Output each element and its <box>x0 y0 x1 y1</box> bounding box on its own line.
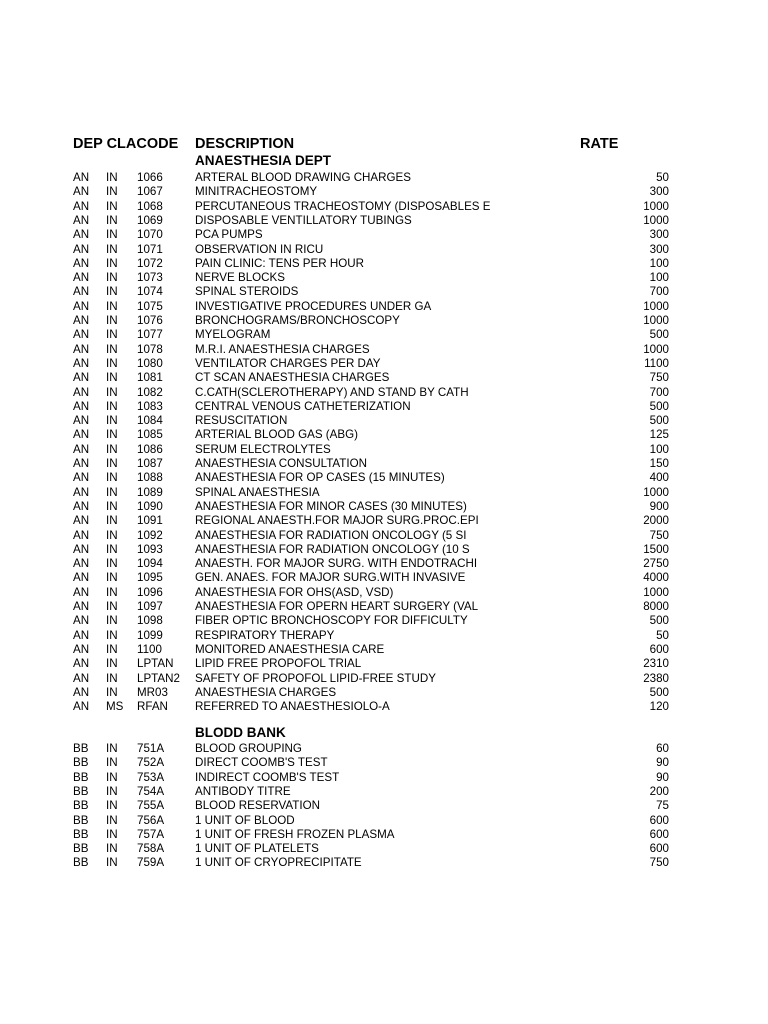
table-row <box>0 614 768 628</box>
rate-cell: 1000 <box>643 199 669 213</box>
code-cell: 1068 <box>137 199 163 213</box>
code-cell: 1095 <box>137 571 163 585</box>
table-row <box>0 257 768 271</box>
description-cell: BRONCHOGRAMS/BRONCHOSCOPY <box>195 314 400 327</box>
table-row <box>0 657 768 671</box>
description-cell: RESUSCITATION <box>195 414 288 428</box>
rate-cell: 700 <box>649 285 669 299</box>
class-cell: IN <box>106 242 118 256</box>
table-row <box>0 672 768 686</box>
class-cell: IN <box>106 171 118 184</box>
rate-cell: 90 <box>656 756 669 770</box>
class-cell: IN <box>106 514 118 528</box>
dep-cell: AN <box>73 356 90 370</box>
table-row <box>0 243 768 257</box>
table-row <box>0 386 768 400</box>
rate-cell: 4000 <box>643 571 669 585</box>
rate-cell: 50 <box>656 628 669 642</box>
dep-cell: AN <box>73 428 90 442</box>
rate-cell: 2310 <box>643 657 669 671</box>
class-cell: IN <box>106 742 118 755</box>
code-cell: 1094 <box>137 557 163 571</box>
code-cell: 1074 <box>137 285 163 299</box>
dep-cell: AN <box>73 685 90 699</box>
rate-cell: 500 <box>649 399 669 413</box>
description-cell: SERUM ELECTROLYTES <box>195 442 331 456</box>
description-cell: OBSERVATION IN RICU <box>195 242 324 256</box>
rate-cell: 400 <box>649 471 669 485</box>
code-cell: 1087 <box>137 457 163 470</box>
code-cell: 1071 <box>137 242 163 256</box>
rate-cell: 100 <box>649 271 669 285</box>
table-row <box>0 200 768 214</box>
description-cell: C.CATH(SCLEROTHERAPY) AND STAND BY CATH <box>195 385 469 399</box>
description-cell: BLOOD RESERVATION <box>195 799 320 813</box>
code-cell: 1100 <box>137 642 162 656</box>
table-row <box>0 457 768 471</box>
table-row <box>0 571 768 585</box>
rate-cell: 600 <box>649 813 669 827</box>
rate-cell: 300 <box>649 185 669 199</box>
code-cell: 1091 <box>137 514 163 528</box>
class-cell: IN <box>106 414 118 428</box>
dep-cell: AN <box>73 514 90 528</box>
table-row <box>0 414 768 428</box>
rate-cell: 150 <box>649 457 669 470</box>
code-cell: 754A <box>137 784 165 798</box>
table-row <box>0 557 768 571</box>
table-row <box>0 443 768 457</box>
code-cell: 1082 <box>137 385 163 399</box>
column-header-dep-cla-code: DEP CLACODE <box>73 136 179 152</box>
description-cell: ARTERAL BLOOD DRAWING CHARGES <box>195 171 412 184</box>
dep-cell: AN <box>73 671 90 685</box>
code-cell: 1078 <box>137 342 163 356</box>
class-cell: IN <box>106 356 118 370</box>
code-cell: 1070 <box>137 228 163 242</box>
dep-cell: AN <box>73 528 90 542</box>
description-cell: ANAESTHESIA CONSULTATION <box>195 457 368 470</box>
class-cell: IN <box>106 271 118 285</box>
table-row <box>0 300 768 314</box>
code-cell: 1092 <box>137 528 163 542</box>
class-cell: IN <box>106 314 118 327</box>
dep-cell: AN <box>73 557 90 571</box>
code-cell: 1093 <box>137 542 163 556</box>
code-cell: 756A <box>137 813 165 827</box>
class-cell: IN <box>106 228 118 242</box>
code-cell: 1069 <box>137 213 163 227</box>
class-cell: IN <box>106 485 118 499</box>
class-cell: IN <box>106 399 118 413</box>
table-row <box>0 785 768 799</box>
class-cell: IN <box>106 600 118 613</box>
rate-cell: 90 <box>656 770 669 784</box>
rate-cell: 50 <box>656 171 669 184</box>
code-cell: 1096 <box>137 585 163 599</box>
column-header-rate: RATE <box>580 136 619 152</box>
dep-cell: BB <box>73 856 89 870</box>
description-cell: ANAESTHESIA FOR MINOR CASES (30 MINUTES) <box>195 499 467 513</box>
description-cell: MONITORED ANAESTHESIA CARE <box>195 642 385 656</box>
class-cell: IN <box>106 285 118 299</box>
class-cell: IN <box>106 499 118 513</box>
description-cell: REFERRED TO ANAESTHESIOLO-A <box>195 700 390 714</box>
dep-cell: AN <box>73 342 90 356</box>
code-cell: 1088 <box>137 471 163 485</box>
rate-cell: 60 <box>656 742 669 755</box>
dep-cell: AN <box>73 457 90 470</box>
description-cell: PAIN CLINIC: TENS PER HOUR <box>195 256 364 270</box>
table-row <box>0 328 768 342</box>
class-cell: IN <box>106 585 118 599</box>
section-title: BLODD BANK <box>195 725 286 740</box>
rate-cell: 750 <box>649 528 669 542</box>
class-cell: IN <box>106 342 118 356</box>
dep-cell: AN <box>73 328 90 342</box>
dep-cell: AN <box>73 271 90 285</box>
table-row <box>0 271 768 285</box>
table-row <box>0 371 768 385</box>
dep-cell: BB <box>73 784 89 798</box>
code-cell: 1084 <box>137 414 163 428</box>
dep-cell: AN <box>73 171 90 184</box>
code-cell: RFAN <box>137 700 168 714</box>
class-cell: IN <box>106 756 118 770</box>
table-row <box>0 828 768 842</box>
dep-cell: AN <box>73 600 90 613</box>
code-cell: 751A <box>137 742 165 755</box>
description-cell: RESPIRATORY THERAPY <box>195 628 335 642</box>
rate-cell: 8000 <box>643 600 669 613</box>
description-cell: ANAESTHESIA CHARGES <box>195 685 337 699</box>
dep-cell: BB <box>73 827 89 841</box>
table-row <box>0 214 768 228</box>
dep-cell: AN <box>73 571 90 585</box>
rate-cell: 75 <box>656 799 669 813</box>
code-cell: 758A <box>137 842 165 856</box>
class-cell: IN <box>106 614 118 628</box>
description-cell: 1 UNIT OF PLATELETS <box>195 842 319 856</box>
class-cell: IN <box>106 557 118 571</box>
class-cell: IN <box>106 185 118 199</box>
table-row <box>0 543 768 557</box>
code-cell: 1077 <box>137 328 163 342</box>
description-cell: ANAESTH. FOR MAJOR SURG. WITH ENDOTRACHI <box>195 557 478 571</box>
dep-cell: BB <box>73 813 89 827</box>
class-cell: IN <box>106 827 118 841</box>
class-cell: IN <box>106 442 118 456</box>
dep-cell: BB <box>73 770 89 784</box>
table-row <box>0 400 768 414</box>
code-cell: 753A <box>137 770 165 784</box>
class-cell: IN <box>106 256 118 270</box>
description-cell: M.R.I. ANAESTHESIA CHARGES <box>195 342 370 356</box>
rate-cell: 750 <box>649 856 669 870</box>
table-row <box>0 771 768 785</box>
class-cell: IN <box>106 213 118 227</box>
table-row <box>0 600 768 614</box>
dep-cell: AN <box>73 371 90 385</box>
code-cell: 1097 <box>137 600 163 613</box>
class-cell: IN <box>106 842 118 856</box>
dep-cell: AN <box>73 700 90 714</box>
code-cell: 1089 <box>137 485 163 499</box>
code-cell: 1081 <box>137 371 163 385</box>
rate-cell: 1500 <box>643 542 669 556</box>
table-row <box>0 629 768 643</box>
code-cell: 1085 <box>137 428 163 442</box>
table-row <box>0 842 768 856</box>
dep-cell: BB <box>73 756 89 770</box>
class-cell: IN <box>106 813 118 827</box>
table-row <box>0 343 768 357</box>
class-cell: IN <box>106 328 118 342</box>
table-row <box>0 228 768 242</box>
dep-cell: AN <box>73 614 90 628</box>
rate-cell: 1000 <box>643 299 669 313</box>
description-cell: INVESTIGATIVE PROCEDURES UNDER GA <box>195 299 432 313</box>
class-cell: IN <box>106 685 118 699</box>
code-cell: MR03 <box>137 685 168 699</box>
class-cell: IN <box>106 856 118 870</box>
description-cell: DIRECT COOMB'S TEST <box>195 756 328 770</box>
code-cell: 1066 <box>137 171 163 184</box>
table-row <box>0 686 768 700</box>
rate-cell: 700 <box>649 385 669 399</box>
dep-cell: AN <box>73 585 90 599</box>
code-cell: 1075 <box>137 299 163 313</box>
description-cell: ANAESTHESIA FOR OPERN HEART SURGERY (VAL <box>195 600 479 613</box>
code-cell: 1090 <box>137 499 163 513</box>
class-cell: IN <box>106 770 118 784</box>
code-cell: 1073 <box>137 271 163 285</box>
description-cell: GEN. ANAES. FOR MAJOR SURG.WITH INVASIVE <box>195 571 466 585</box>
table-row <box>0 314 768 328</box>
table-row <box>0 586 768 600</box>
description-cell: PERCUTANEOUS TRACHEOSTOMY (DISPOSABLES E <box>195 199 491 213</box>
class-cell: IN <box>106 299 118 313</box>
description-cell: BLOOD GROUPING <box>195 742 302 755</box>
description-cell: MINITRACHEOSTOMY <box>195 185 318 199</box>
table-row <box>0 185 768 199</box>
rate-cell: 1000 <box>643 585 669 599</box>
dep-cell: AN <box>73 299 90 313</box>
class-cell: IN <box>106 385 118 399</box>
description-cell: 1 UNIT OF CRYOPRECIPITATE <box>195 856 362 870</box>
rate-cell: 1000 <box>643 485 669 499</box>
description-cell: SAFETY OF PROPOFOL LIPID-FREE STUDY <box>195 671 436 685</box>
table-row <box>0 500 768 514</box>
description-cell: SPINAL STEROIDS <box>195 285 299 299</box>
rate-cell: 100 <box>649 442 669 456</box>
dep-cell: AN <box>73 485 90 499</box>
dep-cell: AN <box>73 657 90 671</box>
table-row <box>0 856 768 870</box>
code-cell: 1099 <box>137 628 163 642</box>
description-cell: PCA PUMPS <box>195 228 263 242</box>
code-cell: LPTAN2 <box>137 671 180 685</box>
description-cell: CENTRAL VENOUS CATHETERIZATION <box>195 399 411 413</box>
description-cell: ARTERIAL BLOOD GAS (ABG) <box>195 428 358 442</box>
class-cell: IN <box>106 657 118 671</box>
class-cell: IN <box>106 642 118 656</box>
code-cell: 1098 <box>137 614 163 628</box>
description-cell: 1 UNIT OF FRESH FROZEN PLASMA <box>195 827 395 841</box>
dep-cell: AN <box>73 256 90 270</box>
table-row <box>0 529 768 543</box>
class-cell: IN <box>106 199 118 213</box>
dep-cell: AN <box>73 542 90 556</box>
dep-cell: AN <box>73 228 90 242</box>
description-cell: ANAESTHESIA FOR OP CASES (15 MINUTES) <box>195 471 445 485</box>
description-cell: REGIONAL ANAESTH.FOR MAJOR SURG.PROC.EPI <box>195 514 479 528</box>
dep-cell: AN <box>73 414 90 428</box>
rate-cell: 2000 <box>643 514 669 528</box>
description-cell: MYELOGRAM <box>195 328 271 342</box>
class-cell: IN <box>106 428 118 442</box>
description-cell: INDIRECT COOMB'S TEST <box>195 770 340 784</box>
rate-cell: 600 <box>649 842 669 856</box>
dep-cell: AN <box>73 385 90 399</box>
section-title: ANAESTHESIA DEPT <box>195 153 332 168</box>
dep-cell: BB <box>73 842 89 856</box>
class-cell: IN <box>106 784 118 798</box>
class-cell: IN <box>106 542 118 556</box>
description-cell: LIPID FREE PROPOFOL TRIAL <box>195 657 362 671</box>
rate-cell: 300 <box>649 242 669 256</box>
table-row <box>0 643 768 657</box>
class-cell: IN <box>106 371 118 385</box>
code-cell: 1080 <box>137 356 163 370</box>
table-row <box>0 471 768 485</box>
rate-cell: 1000 <box>643 314 669 327</box>
dep-cell: AN <box>73 399 90 413</box>
class-cell: IN <box>106 471 118 485</box>
code-cell: 1072 <box>137 256 163 270</box>
class-cell: IN <box>106 571 118 585</box>
code-cell: 757A <box>137 827 165 841</box>
description-cell: ANAESTHESIA FOR RADIATION ONCOLOGY (10 S <box>195 542 470 556</box>
description-cell: FIBER OPTIC BRONCHOSCOPY FOR DIFFICULTY <box>195 614 468 628</box>
dep-cell: BB <box>73 742 89 755</box>
description-cell: VENTILATOR CHARGES PER DAY <box>195 356 381 370</box>
rate-cell: 500 <box>649 328 669 342</box>
code-cell: 1086 <box>137 442 163 456</box>
rate-cell: 500 <box>649 614 669 628</box>
table-row <box>0 700 768 714</box>
rate-cell: 200 <box>649 784 669 798</box>
class-cell: IN <box>106 799 118 813</box>
table-row <box>0 742 768 756</box>
class-cell: IN <box>106 628 118 642</box>
class-cell: IN <box>106 457 118 470</box>
table-row <box>0 514 768 528</box>
rate-cell: 1000 <box>643 342 669 356</box>
description-cell: ANAESTHESIA FOR RADIATION ONCOLOGY (5 SI <box>195 528 467 542</box>
dep-cell: AN <box>73 471 90 485</box>
rate-cell: 2750 <box>643 557 669 571</box>
table-row <box>0 486 768 500</box>
description-cell: ANTIBODY TITRE <box>195 784 291 798</box>
class-cell: MS <box>106 700 124 714</box>
dep-cell: AN <box>73 314 90 327</box>
table-row <box>0 357 768 371</box>
description-cell: CT SCAN ANAESTHESIA CHARGES <box>195 371 390 385</box>
rate-cell: 600 <box>649 642 669 656</box>
code-cell: LPTAN <box>137 657 174 671</box>
code-cell: 755A <box>137 799 165 813</box>
description-cell: 1 UNIT OF BLOOD <box>195 813 295 827</box>
code-cell: 1076 <box>137 314 163 327</box>
rate-cell: 750 <box>649 371 669 385</box>
rate-cell: 2380 <box>643 671 669 685</box>
dep-cell: AN <box>73 285 90 299</box>
column-header-description: DESCRIPTION <box>195 136 295 152</box>
dep-cell: AN <box>73 642 90 656</box>
dep-cell: AN <box>73 499 90 513</box>
rate-cell: 600 <box>649 827 669 841</box>
dep-cell: AN <box>73 442 90 456</box>
rate-cell: 100 <box>649 256 669 270</box>
code-cell: 1067 <box>137 185 163 199</box>
code-cell: 752A <box>137 756 165 770</box>
table-row <box>0 799 768 813</box>
code-cell: 759A <box>137 856 165 870</box>
table-row <box>0 756 768 770</box>
description-cell: DISPOSABLE VENTILLATORY TUBINGS <box>195 213 412 227</box>
table-row <box>0 428 768 442</box>
dep-cell: AN <box>73 628 90 642</box>
dep-cell: BB <box>73 799 89 813</box>
rate-cell: 500 <box>649 414 669 428</box>
dep-cell: AN <box>73 213 90 227</box>
dep-cell: AN <box>73 242 90 256</box>
rate-cell: 1100 <box>644 356 669 370</box>
description-cell: ANAESTHESIA FOR OHS(ASD, VSD) <box>195 585 394 599</box>
rate-cell: 1000 <box>643 213 669 227</box>
description-cell: NERVE BLOCKS <box>195 271 285 285</box>
rate-cell: 120 <box>649 700 669 714</box>
rate-cell: 125 <box>649 428 669 442</box>
rate-cell: 300 <box>649 228 669 242</box>
class-cell: IN <box>106 671 118 685</box>
table-row <box>0 814 768 828</box>
dep-cell: AN <box>73 199 90 213</box>
rate-cell: 500 <box>649 685 669 699</box>
description-cell: SPINAL ANAESTHESIA <box>195 485 320 499</box>
code-cell: 1083 <box>137 399 163 413</box>
table-row <box>0 285 768 299</box>
rate-cell: 900 <box>649 499 669 513</box>
table-row <box>0 171 768 185</box>
class-cell: IN <box>106 528 118 542</box>
dep-cell: AN <box>73 185 90 199</box>
